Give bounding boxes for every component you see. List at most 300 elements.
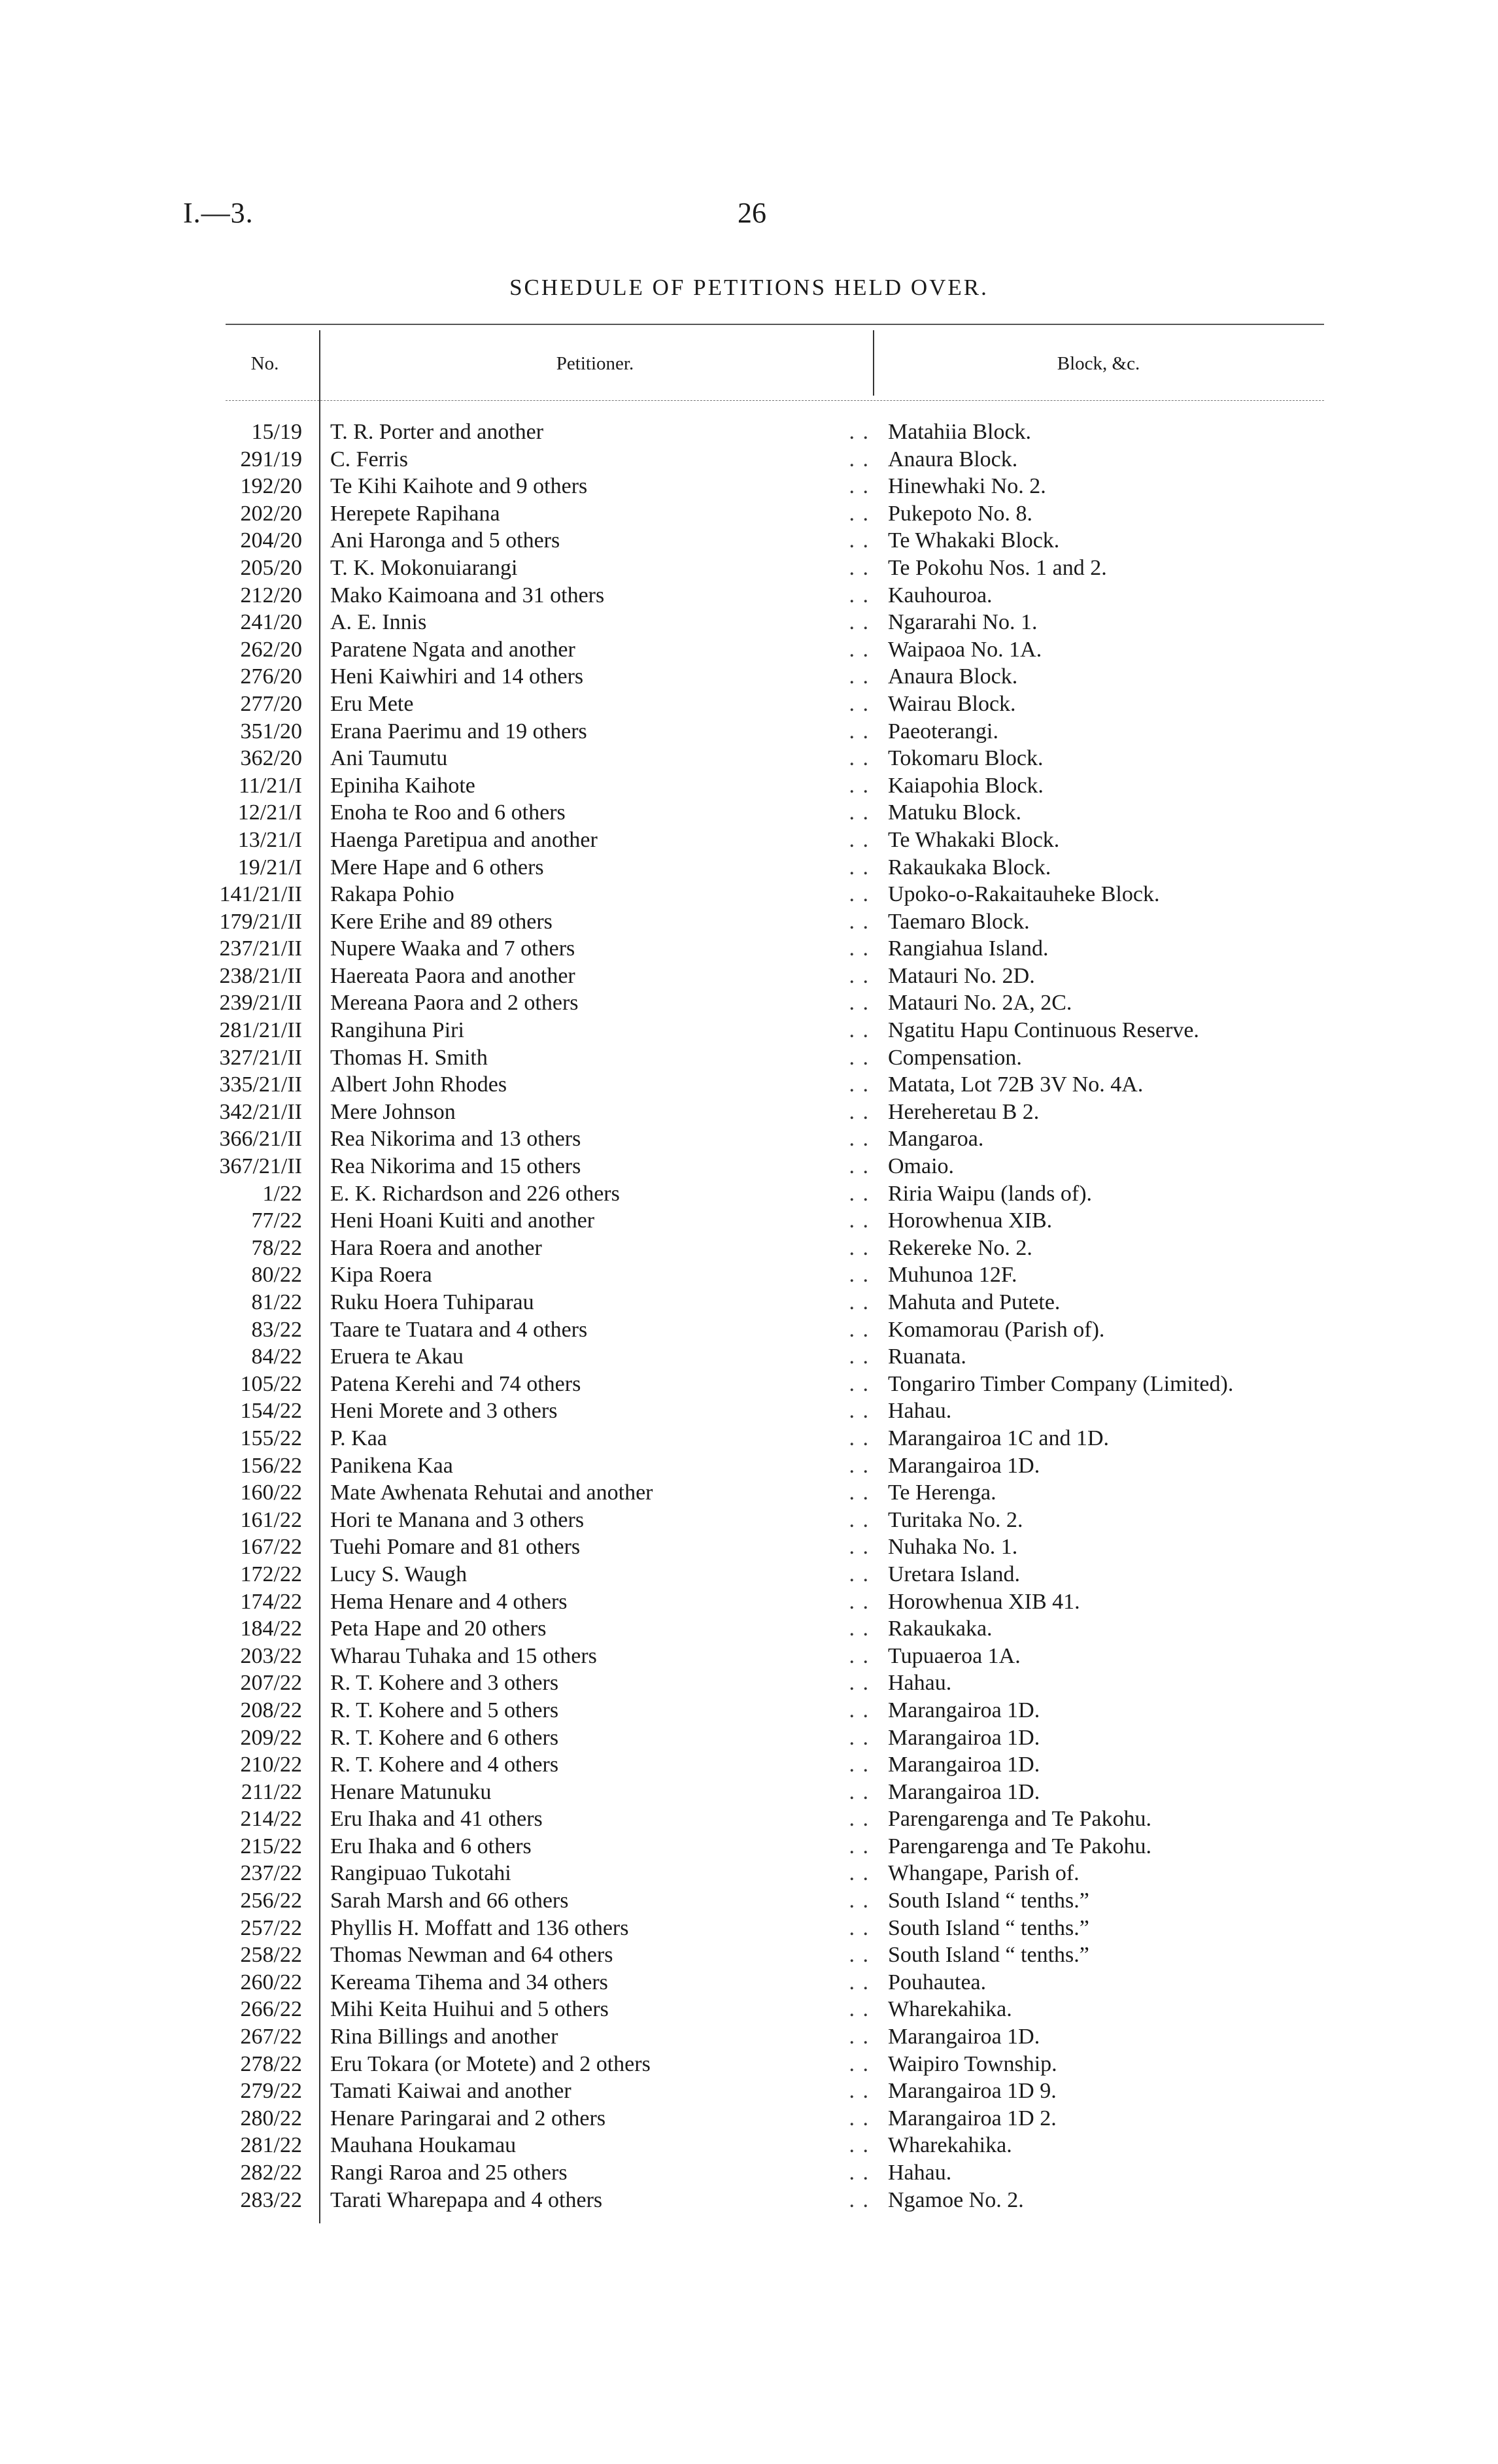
block-name: Wharekahika. bbox=[888, 2133, 1012, 2158]
block-name: Taemaro Block. bbox=[888, 909, 1030, 934]
petition-number: 15/19 bbox=[251, 420, 302, 444]
leader-dots: . . bbox=[849, 1970, 870, 1994]
petition-number: 203/22 bbox=[240, 1643, 302, 1668]
petition-number: 214/22 bbox=[240, 1807, 302, 1832]
petition-number: 215/22 bbox=[240, 1834, 302, 1858]
leader-dots: . . bbox=[849, 1018, 870, 1043]
block-name: Waipiro Township. bbox=[888, 2051, 1057, 2076]
table-row bbox=[0, 1289, 1498, 1316]
table-row bbox=[0, 1779, 1498, 1806]
petitioner-name: Rina Billings and another bbox=[330, 2025, 558, 2049]
table-row bbox=[0, 718, 1498, 745]
block-name: Parengarenga and Te Pakohu. bbox=[888, 1807, 1151, 1832]
table-row bbox=[0, 1397, 1498, 1425]
block-name: Marangairoa 1D. bbox=[888, 2025, 1040, 2049]
petition-number: 13/21/I bbox=[237, 827, 302, 852]
petitioner-name: Paratene Ngata and another bbox=[330, 637, 575, 662]
block-name: Hinewhaki No. 2. bbox=[888, 474, 1046, 499]
leader-dots: . . bbox=[849, 1834, 870, 1858]
table-top-rule bbox=[226, 324, 1324, 325]
petition-number: 1/22 bbox=[262, 1181, 302, 1206]
block-name: Marangairoa 1D. bbox=[888, 1725, 1040, 1750]
petition-number: 78/22 bbox=[251, 1235, 302, 1260]
petition-number: 202/20 bbox=[240, 501, 302, 526]
petition-number: 77/22 bbox=[251, 1208, 302, 1233]
block-name: Kaiapohia Block. bbox=[888, 773, 1044, 798]
petitioner-name: Rangipuao Tukotahi bbox=[330, 1861, 511, 1886]
table-row bbox=[0, 1017, 1498, 1044]
leader-dots: . . bbox=[849, 909, 870, 934]
table-row bbox=[0, 1887, 1498, 1915]
table-row bbox=[0, 1915, 1498, 1942]
petition-number: 160/22 bbox=[240, 1480, 302, 1505]
block-name: Uretara Island. bbox=[888, 1562, 1021, 1586]
leader-dots: . . bbox=[849, 1589, 870, 1614]
table-row bbox=[0, 2187, 1498, 2214]
petitioner-name: Haereata Paora and another bbox=[330, 963, 575, 988]
table-row bbox=[0, 1371, 1498, 1398]
leader-dots: . . bbox=[849, 583, 870, 607]
table-row bbox=[0, 609, 1498, 636]
petition-number: 281/22 bbox=[240, 2133, 302, 2158]
block-name: Ngamoe No. 2. bbox=[888, 2187, 1024, 2212]
leader-dots: . . bbox=[849, 1208, 870, 1233]
petitioner-name: Haenga Paretipua and another bbox=[330, 827, 598, 852]
petition-number: 237/22 bbox=[240, 1861, 302, 1886]
leader-dots: . . bbox=[849, 1807, 870, 1832]
petitioner-name: Epiniha Kaihote bbox=[330, 773, 475, 798]
block-name: Rangiahua Island. bbox=[888, 936, 1049, 961]
petition-number: 179/21/II bbox=[219, 909, 302, 934]
leader-dots: . . bbox=[849, 746, 870, 771]
table-row bbox=[0, 1561, 1498, 1588]
petitioner-name: Heni Morete and 3 others bbox=[330, 1399, 558, 1424]
leader-dots: . . bbox=[849, 610, 870, 635]
petitioner-name: R. T. Kohere and 4 others bbox=[330, 1753, 559, 1777]
petitioner-name: Rea Nikorima and 13 others bbox=[330, 1127, 581, 1152]
table-row bbox=[0, 1235, 1498, 1262]
table-row bbox=[0, 1452, 1498, 1480]
petition-number: 184/22 bbox=[240, 1617, 302, 1641]
block-name: Matata, Lot 72B 3V No. 4A. bbox=[888, 1072, 1144, 1097]
petition-number: 267/22 bbox=[240, 2025, 302, 2049]
schedule-title: SCHEDULE OF PETITIONS HELD OVER. bbox=[509, 275, 989, 300]
petitioner-name: Wharau Tuhaka and 15 others bbox=[330, 1643, 597, 1668]
petition-number: 266/22 bbox=[240, 1997, 302, 2022]
column-header-block: Block, &c. bbox=[1057, 353, 1140, 374]
petition-number: 167/22 bbox=[240, 1535, 302, 1560]
petitioner-name: T. K. Mokonuiarangi bbox=[330, 555, 518, 580]
table-row bbox=[0, 1751, 1498, 1779]
petition-number: 280/22 bbox=[240, 2106, 302, 2130]
leader-dots: . . bbox=[849, 1997, 870, 2022]
leader-dots: . . bbox=[849, 963, 870, 988]
table-row bbox=[0, 963, 1498, 990]
petition-number: 209/22 bbox=[240, 1725, 302, 1750]
leader-dots: . . bbox=[849, 691, 870, 716]
petition-number: 283/22 bbox=[240, 2187, 302, 2212]
leader-dots: . . bbox=[849, 474, 870, 499]
table-row bbox=[0, 419, 1498, 446]
leader-dots: . . bbox=[849, 1480, 870, 1505]
block-name: Tongariro Timber Company (Limited). bbox=[888, 1371, 1234, 1396]
leader-dots: . . bbox=[849, 1099, 870, 1124]
leader-dots: . . bbox=[849, 555, 870, 580]
petition-number: 278/22 bbox=[240, 2051, 302, 2076]
petitioner-name: R. T. Kohere and 3 others bbox=[330, 1671, 559, 1696]
petition-number: 12/21/I bbox=[237, 800, 302, 825]
petitioner-name: Mere Johnson bbox=[330, 1099, 456, 1124]
petitioner-name: Nupere Waaka and 7 others bbox=[330, 936, 575, 961]
table-row bbox=[0, 827, 1498, 854]
block-name: Whangape, Parish of. bbox=[888, 1861, 1080, 1886]
petition-number: 174/22 bbox=[240, 1589, 302, 1614]
petitioner-name: Enoha te Roo and 6 others bbox=[330, 800, 566, 825]
table-row bbox=[0, 636, 1498, 664]
leader-dots: . . bbox=[849, 800, 870, 825]
petitioner-name: E. K. Richardson and 226 others bbox=[330, 1181, 620, 1206]
petition-number: 83/22 bbox=[251, 1317, 302, 1342]
block-name: South Island “ tenths.” bbox=[888, 1889, 1089, 1913]
table-row bbox=[0, 1697, 1498, 1724]
table-row bbox=[0, 500, 1498, 528]
block-name: Hahau. bbox=[888, 1399, 952, 1424]
leader-dots: . . bbox=[849, 1671, 870, 1696]
block-name: Te Pokohu Nos. 1 and 2. bbox=[888, 555, 1107, 580]
petitioner-name: Ani Haronga and 5 others bbox=[330, 528, 560, 553]
petitioner-name: Heni Kaiwhiri and 14 others bbox=[330, 664, 584, 689]
table-row bbox=[0, 1180, 1498, 1208]
leader-dots: . . bbox=[849, 1181, 870, 1206]
leader-dots: . . bbox=[849, 1399, 870, 1424]
petition-number: 211/22 bbox=[241, 1779, 302, 1804]
petitioner-name: Kere Erihe and 89 others bbox=[330, 909, 553, 934]
petition-number: 19/21/I bbox=[237, 855, 302, 880]
block-name: Marangairoa 1D. bbox=[888, 1779, 1040, 1804]
petitioner-name: Thomas Newman and 64 others bbox=[330, 1943, 613, 1968]
table-row bbox=[0, 2078, 1498, 2105]
petition-number: 156/22 bbox=[240, 1453, 302, 1478]
table-row bbox=[0, 989, 1498, 1017]
petitioner-name: Rangi Raroa and 25 others bbox=[330, 2161, 568, 2185]
petitioner-name: Ruku Hoera Tuhiparau bbox=[330, 1290, 534, 1314]
petitioner-name: Mate Awhenata Rehutai and another bbox=[330, 1480, 653, 1505]
page-id: I.—3. bbox=[183, 197, 254, 229]
leader-dots: . . bbox=[849, 2161, 870, 2185]
petition-number: 277/20 bbox=[240, 691, 302, 716]
table-row bbox=[0, 1316, 1498, 1344]
petitioner-name: Eru Tokara (or Motete) and 2 others bbox=[330, 2051, 651, 2076]
petitioner-name: Thomas H. Smith bbox=[330, 1045, 488, 1070]
leader-dots: . . bbox=[849, 1535, 870, 1560]
petitioner-name: Te Kihi Kaihote and 9 others bbox=[330, 474, 588, 499]
block-name: Wairau Block. bbox=[888, 691, 1016, 716]
page-number: 26 bbox=[738, 197, 766, 229]
table-row bbox=[0, 555, 1498, 582]
petitioner-name: Patena Kerehi and 74 others bbox=[330, 1371, 581, 1396]
block-name: South Island “ tenths.” bbox=[888, 1915, 1089, 1940]
leader-dots: . . bbox=[849, 1045, 870, 1070]
block-name: Tokomaru Block. bbox=[888, 746, 1044, 771]
leader-dots: . . bbox=[849, 1290, 870, 1314]
petitioner-name: Eru Ihaka and 6 others bbox=[330, 1834, 532, 1858]
block-name: Rekereke No. 2. bbox=[888, 1235, 1032, 1260]
petitioner-name: Ani Taumutu bbox=[330, 746, 448, 771]
petitioner-name: T. R. Porter and another bbox=[330, 420, 544, 444]
petition-number: 155/22 bbox=[240, 1426, 302, 1450]
block-name: Waipaoa No. 1A. bbox=[888, 637, 1042, 662]
leader-dots: . . bbox=[849, 827, 870, 852]
petition-number: 276/20 bbox=[240, 664, 302, 689]
table-row bbox=[0, 854, 1498, 881]
block-name: Horowhenua XIB. bbox=[888, 1208, 1053, 1233]
petitioner-name: Taare te Tuatara and 4 others bbox=[330, 1317, 588, 1342]
petitioner-name: Kipa Roera bbox=[330, 1263, 432, 1288]
petitioner-name: Rangihuna Piri bbox=[330, 1018, 464, 1043]
table-row bbox=[0, 772, 1498, 800]
petitioner-name: P. Kaa bbox=[330, 1426, 387, 1450]
table-row bbox=[0, 881, 1498, 908]
petition-number: 257/22 bbox=[240, 1915, 302, 1940]
petition-number: 335/21/II bbox=[219, 1072, 302, 1097]
petition-number: 208/22 bbox=[240, 1698, 302, 1722]
leader-dots: . . bbox=[849, 1154, 870, 1179]
petitioner-name: Henare Paringarai and 2 others bbox=[330, 2106, 606, 2130]
petition-number: 161/22 bbox=[240, 1507, 302, 1532]
table-row bbox=[0, 1969, 1498, 1996]
petition-number: 238/21/II bbox=[219, 963, 302, 988]
table-row bbox=[0, 1153, 1498, 1180]
block-name: Nuhaka No. 1. bbox=[888, 1535, 1018, 1560]
petition-number: 207/22 bbox=[240, 1671, 302, 1696]
petitioner-name: Heni Hoani Kuiti and another bbox=[330, 1208, 595, 1233]
table-row bbox=[0, 908, 1498, 936]
table-row bbox=[0, 582, 1498, 609]
table-row bbox=[0, 1724, 1498, 1752]
leader-dots: . . bbox=[849, 1317, 870, 1342]
petitioner-name: Phyllis H. Moffatt and 136 others bbox=[330, 1915, 629, 1940]
block-name: Turitaka No. 2. bbox=[888, 1507, 1023, 1532]
block-name: Compensation. bbox=[888, 1045, 1022, 1070]
block-name: Rakaukaka Block. bbox=[888, 855, 1051, 880]
block-name: Te Whakaki Block. bbox=[888, 827, 1060, 852]
petition-number: 80/22 bbox=[251, 1263, 302, 1288]
block-name: Marangairoa 1D 9. bbox=[888, 2079, 1057, 2104]
petitioner-name: Tarati Wharepapa and 4 others bbox=[330, 2187, 603, 2212]
table-row bbox=[0, 663, 1498, 691]
petitions-table-body bbox=[0, 419, 1498, 2214]
block-name: Matahiia Block. bbox=[888, 420, 1032, 444]
block-name: Hereheretau B 2. bbox=[888, 1099, 1040, 1124]
leader-dots: . . bbox=[849, 1943, 870, 1968]
table-row bbox=[0, 1996, 1498, 2023]
table-row bbox=[0, 1125, 1498, 1153]
block-name: Muhunoa 12F. bbox=[888, 1263, 1017, 1288]
petition-number: 258/22 bbox=[240, 1943, 302, 1968]
leader-dots: . . bbox=[849, 528, 870, 553]
petitioner-name: Eru Ihaka and 41 others bbox=[330, 1807, 543, 1832]
block-name: Marangairoa 1D. bbox=[888, 1453, 1040, 1478]
block-name: Marangairoa 1D. bbox=[888, 1698, 1040, 1722]
leader-dots: . . bbox=[849, 1725, 870, 1750]
leader-dots: . . bbox=[849, 773, 870, 798]
block-name: Kauhouroa. bbox=[888, 583, 993, 607]
petition-number: 366/21/II bbox=[219, 1127, 302, 1152]
leader-dots: . . bbox=[849, 1889, 870, 1913]
column-divider-2 bbox=[873, 330, 874, 396]
leader-dots: . . bbox=[849, 2079, 870, 2104]
petition-number: 362/20 bbox=[240, 746, 302, 771]
table-row bbox=[0, 2132, 1498, 2159]
petition-number: 282/22 bbox=[240, 2161, 302, 2185]
block-name: Wharekahika. bbox=[888, 1997, 1012, 2022]
petitioner-name: Mako Kaimoana and 31 others bbox=[330, 583, 605, 607]
petitioner-name: Eru Mete bbox=[330, 691, 414, 716]
block-name: Anaura Block. bbox=[888, 447, 1018, 471]
table-row bbox=[0, 935, 1498, 963]
table-row bbox=[0, 1669, 1498, 1697]
petitioner-name: Henare Matunuku bbox=[330, 1779, 492, 1804]
block-name: Te Whakaki Block. bbox=[888, 528, 1060, 553]
petition-number: 205/20 bbox=[240, 555, 302, 580]
block-name: Ruanata. bbox=[888, 1344, 966, 1369]
petitioner-name: Tuehi Pomare and 81 others bbox=[330, 1535, 581, 1560]
petition-number: 237/21/II bbox=[219, 936, 302, 961]
petitioner-name: Rakapa Pohio bbox=[330, 882, 454, 907]
petitioner-name: Lucy S. Waugh bbox=[330, 1562, 468, 1586]
petitioner-name: Eruera te Akau bbox=[330, 1344, 464, 1369]
block-name: Horowhenua XIB 41. bbox=[888, 1589, 1080, 1614]
leader-dots: . . bbox=[849, 1915, 870, 1940]
petitioner-name: Hema Henare and 4 others bbox=[330, 1589, 568, 1614]
petition-number: 279/22 bbox=[240, 2079, 302, 2104]
petition-number: 154/22 bbox=[240, 1399, 302, 1424]
table-row bbox=[0, 2023, 1498, 2051]
table-row bbox=[0, 446, 1498, 473]
table-row bbox=[0, 1207, 1498, 1235]
petitioner-name: R. T. Kohere and 5 others bbox=[330, 1698, 559, 1722]
table-row bbox=[0, 1643, 1498, 1670]
petition-number: 84/22 bbox=[251, 1344, 302, 1369]
petitioner-name: Peta Hape and 20 others bbox=[330, 1617, 547, 1641]
block-name: Pouhautea. bbox=[888, 1970, 987, 1994]
leader-dots: . . bbox=[849, 1617, 870, 1641]
leader-dots: . . bbox=[849, 1507, 870, 1532]
block-name: Matuku Block. bbox=[888, 800, 1021, 825]
leader-dots: . . bbox=[849, 1426, 870, 1450]
petition-number: 241/20 bbox=[240, 610, 302, 635]
table-row bbox=[0, 2051, 1498, 2078]
table-row bbox=[0, 1425, 1498, 1452]
petition-number: 172/22 bbox=[240, 1562, 302, 1586]
block-name: Komamorau (Parish of). bbox=[888, 1317, 1105, 1342]
block-name: Ngararahi No. 1. bbox=[888, 610, 1038, 635]
table-row bbox=[0, 1099, 1498, 1126]
table-row bbox=[0, 1479, 1498, 1507]
petitioner-name: Rea Nikorima and 15 others bbox=[330, 1154, 581, 1179]
block-name: Marangairoa 1C and 1D. bbox=[888, 1426, 1110, 1450]
petition-number: 260/22 bbox=[240, 1970, 302, 1994]
petitioner-name: Erana Paerimu and 19 others bbox=[330, 719, 587, 744]
block-name: South Island “ tenths.” bbox=[888, 1943, 1089, 1968]
table-row bbox=[0, 2105, 1498, 2132]
block-name: Mangaroa. bbox=[888, 1127, 984, 1152]
block-name: Riria Waipu (lands of). bbox=[888, 1181, 1093, 1206]
block-name: Anaura Block. bbox=[888, 664, 1018, 689]
leader-dots: . . bbox=[849, 1127, 870, 1152]
petition-number: 351/20 bbox=[240, 719, 302, 744]
petitioner-name: Albert John Rhodes bbox=[330, 1072, 507, 1097]
petitioner-name: R. T. Kohere and 6 others bbox=[330, 1725, 559, 1750]
leader-dots: . . bbox=[849, 664, 870, 689]
petition-number: 192/20 bbox=[240, 474, 302, 499]
leader-dots: . . bbox=[849, 420, 870, 444]
petitioner-name: Mihi Keita Huihui and 5 others bbox=[330, 1997, 609, 2022]
petitioner-name: Mauhana Houkamau bbox=[330, 2133, 517, 2158]
column-header-no: No. bbox=[250, 353, 279, 374]
petitioner-name: Hori te Manana and 3 others bbox=[330, 1507, 585, 1532]
table-row bbox=[0, 1507, 1498, 1534]
table-row bbox=[0, 2159, 1498, 2187]
petitioner-name: C. Ferris bbox=[330, 447, 408, 471]
block-name: Parengarenga and Te Pakohu. bbox=[888, 1834, 1151, 1858]
block-name: Hahau. bbox=[888, 1671, 952, 1696]
leader-dots: . . bbox=[849, 1779, 870, 1804]
table-row bbox=[0, 1805, 1498, 1833]
table-row bbox=[0, 1588, 1498, 1616]
block-name: Te Herenga. bbox=[888, 1480, 996, 1505]
leader-dots: . . bbox=[849, 2133, 870, 2158]
petition-number: 262/20 bbox=[240, 637, 302, 662]
table-row bbox=[0, 1044, 1498, 1072]
leader-dots: . . bbox=[849, 1344, 870, 1369]
petition-number: 256/22 bbox=[240, 1889, 302, 1913]
leader-dots: . . bbox=[849, 991, 870, 1016]
block-name: Pukepoto No. 8. bbox=[888, 501, 1032, 526]
block-name: Matauri No. 2A, 2C. bbox=[888, 991, 1072, 1016]
leader-dots: . . bbox=[849, 1072, 870, 1097]
leader-dots: . . bbox=[849, 719, 870, 744]
petition-number: 291/19 bbox=[240, 447, 302, 471]
block-name: Rakaukaka. bbox=[888, 1617, 993, 1641]
leader-dots: . . bbox=[849, 447, 870, 471]
block-name: Paeoterangi. bbox=[888, 719, 998, 744]
table-row bbox=[0, 799, 1498, 827]
table-row bbox=[0, 745, 1498, 772]
block-name: Ngatitu Hapu Continuous Reserve. bbox=[888, 1018, 1199, 1043]
table-row bbox=[0, 1071, 1498, 1099]
block-name: Tupuaeroa 1A. bbox=[888, 1643, 1021, 1668]
leader-dots: . . bbox=[849, 1753, 870, 1777]
leader-dots: . . bbox=[849, 1235, 870, 1260]
leader-dots: . . bbox=[849, 1263, 870, 1288]
leader-dots: . . bbox=[849, 2051, 870, 2076]
block-name: Omaio. bbox=[888, 1154, 955, 1179]
block-name: Mahuta and Putete. bbox=[888, 1290, 1061, 1314]
petition-number: 105/22 bbox=[240, 1371, 302, 1396]
leader-dots: . . bbox=[849, 855, 870, 880]
petitioner-name: Panikena Kaa bbox=[330, 1453, 453, 1478]
table-row bbox=[0, 527, 1498, 555]
leader-dots: . . bbox=[849, 637, 870, 662]
block-name: Matauri No. 2D. bbox=[888, 963, 1035, 988]
leader-dots: . . bbox=[849, 1861, 870, 1886]
petition-number: 204/20 bbox=[240, 528, 302, 553]
leader-dots: . . bbox=[849, 1453, 870, 1478]
petition-number: 212/20 bbox=[240, 583, 302, 607]
petition-number: 239/21/II bbox=[219, 991, 302, 1016]
table-row bbox=[0, 1343, 1498, 1371]
